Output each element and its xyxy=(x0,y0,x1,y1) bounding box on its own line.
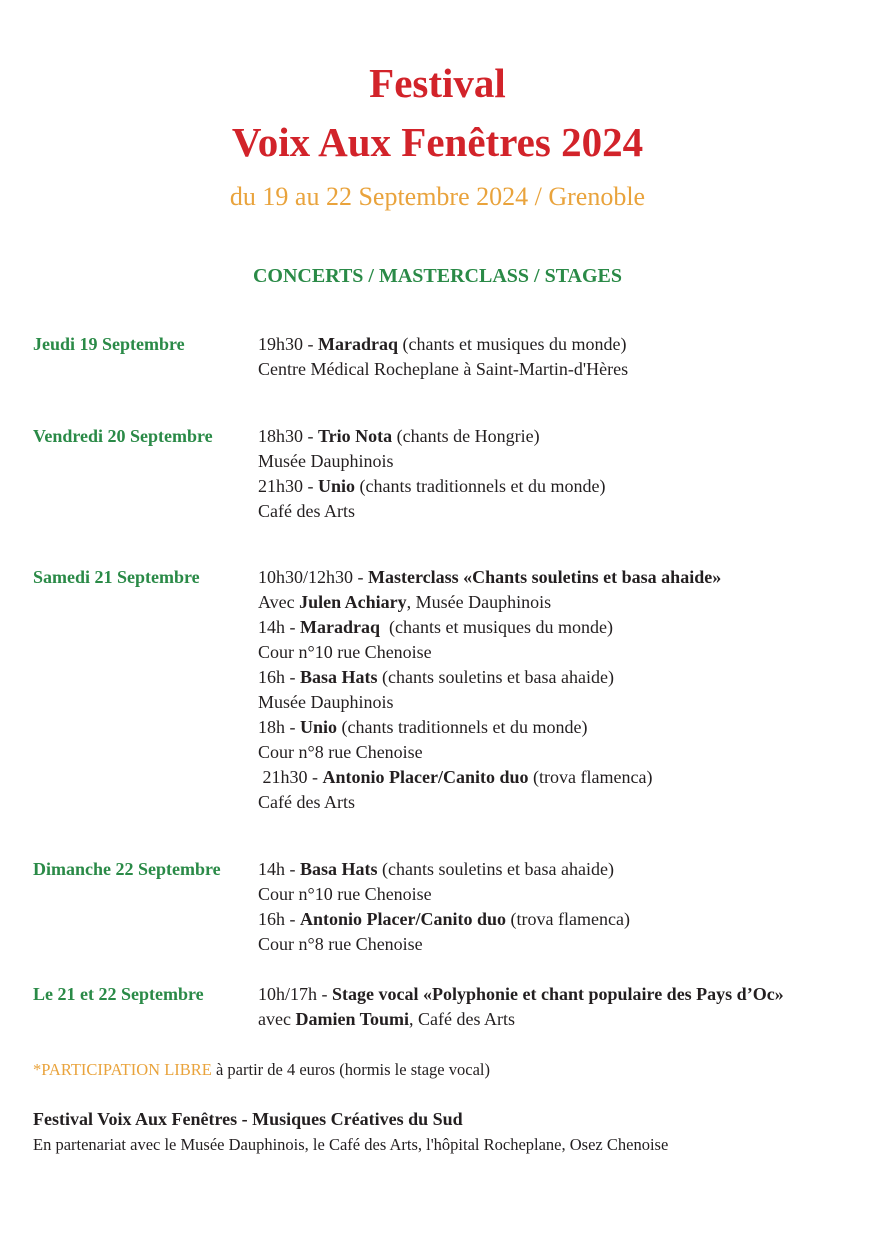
schedule-line: Cour n°10 rue Chenoise xyxy=(258,642,432,662)
event-categories: CONCERTS / MASTERCLASS / STAGES xyxy=(252,265,623,287)
participation-detail: à partir de 4 euros (hormis le stage vocal) xyxy=(211,1060,490,1079)
schedule-line: 16h - Basa Hats (chants souletins et basa ahaide) xyxy=(258,667,614,687)
schedule-line: Musée Dauphinois xyxy=(258,692,394,712)
festival-dates-location: du 19 au 22 Septembre 2024 / Grenoble xyxy=(229,182,646,211)
participation-note xyxy=(33,1057,490,1082)
festival-title-line2: Voix Aux Fenêtres 2024 xyxy=(231,119,644,165)
schedule-line: 18h30 - Trio Nota (chants de Hongrie) xyxy=(258,426,540,446)
schedule-day-4: Le 21 et 22 Septembre xyxy=(33,984,204,1004)
schedule-day-0: Jeudi 19 Septembre xyxy=(33,334,185,354)
schedule-lines-2 xyxy=(258,565,818,815)
schedule-line: 19h30 - Maradraq (chants et musiques du monde) xyxy=(258,334,627,354)
footer-partners: En partenariat avec le Musée Dauphinois, le Café des Arts, l'hôpital Rocheplane, Osez Chenoise xyxy=(33,1135,669,1154)
schedule-line: Centre Médical Rocheplane à Saint-Martin-d'Hères xyxy=(258,359,629,379)
schedule-lines-4 xyxy=(258,982,808,1032)
schedule-lines-3 xyxy=(258,857,818,957)
schedule-line: Cour n°10 rue Chenoise xyxy=(258,884,432,904)
schedule-lines-0 xyxy=(258,332,818,382)
schedule-line: Café des Arts xyxy=(258,792,355,812)
schedule-day-2: Samedi 21 Septembre xyxy=(33,567,200,587)
schedule-line: 21h30 - Antonio Placer/Canito duo (trova flamenca) xyxy=(258,767,653,787)
schedule-line: 18h - Unio (chants traditionnels et du monde) xyxy=(258,717,588,737)
schedule-day-1: Vendredi 20 Septembre xyxy=(33,426,213,446)
schedule-line: Cour n°8 rue Chenoise xyxy=(258,934,423,954)
participation-highlight: *PARTICIPATION LIBRE xyxy=(33,1060,212,1079)
schedule-line: Avec Julen Achiary, Musée Dauphinois xyxy=(258,592,552,612)
schedule-line: 16h - Antonio Placer/Canito duo (trova flamenca) xyxy=(258,909,630,929)
schedule-day-3: Dimanche 22 Septembre xyxy=(33,859,221,879)
schedule-lines-1 xyxy=(258,424,818,524)
schedule-line: Musée Dauphinois xyxy=(258,451,394,471)
schedule-line: 10h/17h - Stage vocal «Polyphonie et chant populaire des Pays d’Oc» avec Damien Toumi, Café des Arts xyxy=(258,984,784,1029)
footer-organizer: Festival Voix Aux Fenêtres - Musiques Créatives du Sud xyxy=(33,1109,463,1129)
schedule-line: Cour n°8 rue Chenoise xyxy=(258,742,423,762)
schedule-line: 14h - Maradraq (chants et musiques du monde) xyxy=(258,617,613,637)
festival-title-line1: Festival xyxy=(369,60,506,106)
schedule-line: 21h30 - Unio (chants traditionnels et du monde) xyxy=(258,476,606,496)
schedule-line: 10h30/12h30 - Masterclass «Chants souletins et basa ahaide» xyxy=(258,567,722,587)
schedule-line: 14h - Basa Hats (chants souletins et basa ahaide) xyxy=(258,859,614,879)
schedule-line: Café des Arts xyxy=(258,501,355,521)
